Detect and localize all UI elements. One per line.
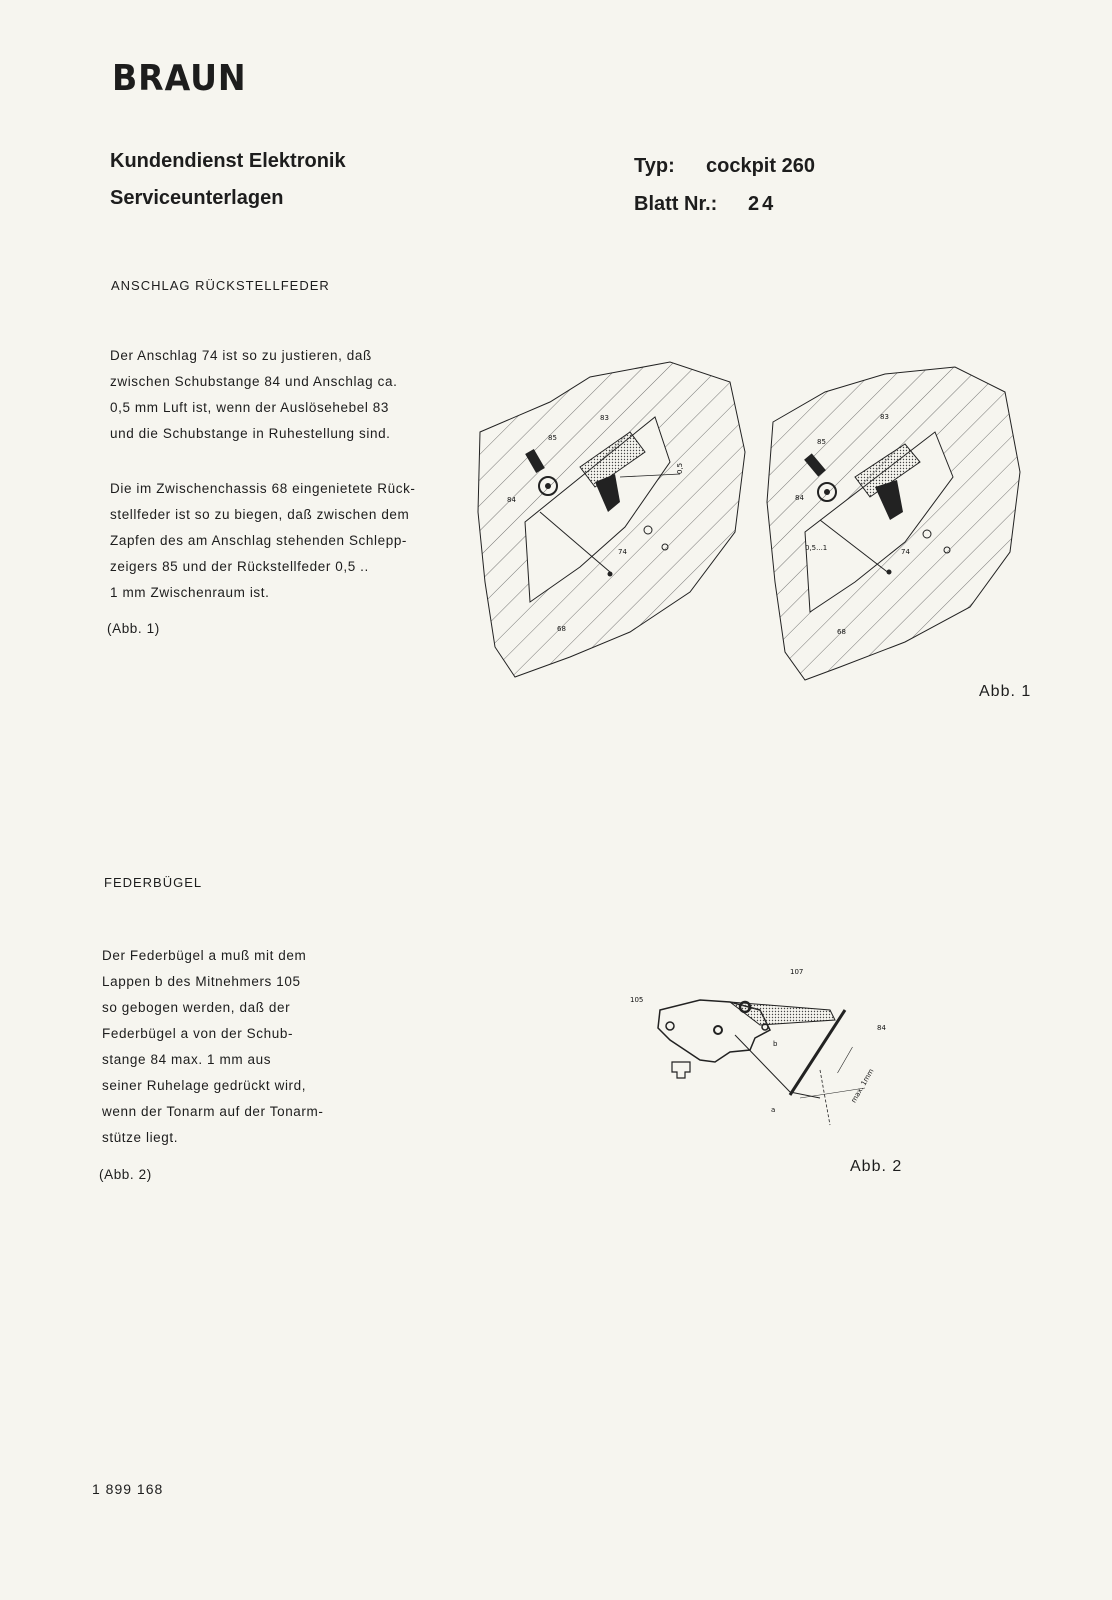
label-85: 85 [817,438,826,446]
text-line: stange 84 max. 1 mm aus [102,1052,272,1067]
figure-1-caption: Abb. 1 [979,683,1032,700]
label-84: 84 [877,1024,886,1032]
sheet-number: 24 [748,193,777,215]
text-line: wenn der Tonarm auf der Tonarm- [102,1104,324,1119]
text-line: zeigers 85 und der Rückstellfeder 0,5 .. [110,559,369,574]
text-line: 1 mm Zwischenraum ist. [110,585,270,600]
label-68: 68 [557,625,566,633]
label-74: 74 [901,548,910,556]
document-number: 1 899 168 [92,1481,164,1497]
label-68: 68 [837,628,846,636]
section-title-federbuegel: FEDERBÜGEL [104,875,203,890]
text-line: Zapfen des am Anschlag stehenden Schlepp- [110,533,408,548]
label-107: 107 [790,968,804,976]
text-line: Lappen b des Mitnehmers 105 [102,974,301,989]
sheet-label: Blatt Nr.: [634,193,718,215]
dimension-label: max. 1mm [849,1067,876,1105]
label-84: 84 [795,494,804,502]
text-line: Der Anschlag 74 ist so zu justieren, daß [110,348,372,363]
section-title-anschlag: ANSCHLAG RÜCKSTELLFEDER [111,278,330,293]
label-105: 105 [630,996,644,1004]
brand-logo: BRAUN [112,58,247,99]
section1-figure-reference: (Abb. 1) [107,621,160,636]
dimension-label: 0,5...1 [805,544,828,552]
text-line: so gebogen werden, daß der [102,1000,291,1015]
text-line: zwischen Schubstange 84 und Anschlag ca. [110,374,398,389]
text-line: 0,5 mm Luft ist, wenn der Auslösehebel 83 [110,400,389,415]
label-a: a [771,1106,776,1114]
dimension-label: 0,5 [676,462,684,474]
figure-1-drawing [470,362,1050,692]
section1-paragraph1 [110,343,397,447]
text-line: stütze liegt. [102,1130,179,1145]
text-line: seiner Ruhelage gedrückt wird, [102,1078,307,1093]
text-line: Die im Zwischenchassis 68 eingenietete Rück- [110,481,416,496]
label-b: b [773,1040,778,1048]
text-line: Der Federbügel a muß mit dem [102,948,307,963]
type-label: Typ: [634,155,675,177]
text-line: stellfeder ist so zu biegen, daß zwischen dem [110,507,410,522]
label-84: 84 [507,496,516,504]
label-85: 85 [548,434,557,442]
section2-paragraph [102,943,323,1151]
label-83: 83 [880,413,889,421]
figure-1-right-drawing [767,367,1020,680]
label-83: 83 [600,414,609,422]
figure-2-caption: Abb. 2 [850,1158,903,1175]
type-value: cockpit 260 [706,155,815,177]
figure-2-drawing [630,968,920,1150]
section2-figure-reference: (Abb. 2) [99,1167,152,1182]
document-subtitle: Serviceunterlagen [110,187,284,209]
text-line: und die Schubstange in Ruhestellung sind. [110,426,391,441]
section1-paragraph2 [110,476,416,606]
text-line: Federbügel a von der Schub- [102,1026,294,1041]
label-74: 74 [618,548,627,556]
figure-1-left-drawing [478,362,745,677]
department-title: Kundendienst Elektronik [110,150,346,172]
